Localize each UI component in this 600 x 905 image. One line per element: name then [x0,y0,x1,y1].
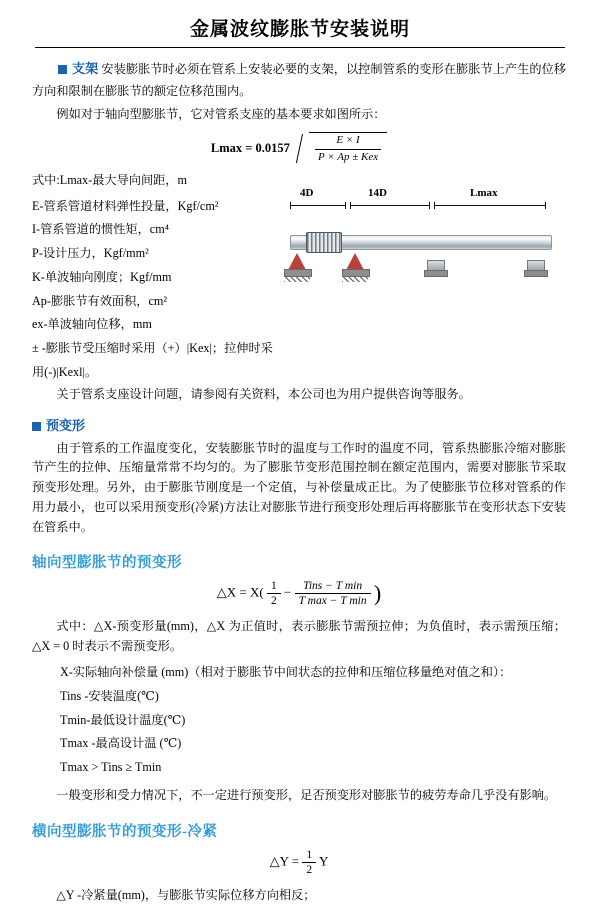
equation-lateral-lhs: △Y = [269,853,300,869]
guide-support-1 [424,261,446,277]
diagram-label-lmax: Lmax [470,186,498,199]
legend-item: E-管系管道材料弹性投量，Kgf/cm² [32,198,219,213]
axial-variable-list [60,661,566,780]
anchor-support-mid [342,253,368,277]
formula-lmax-denominator: P × Ap ± Kex [318,151,379,164]
diagram-label-14d: 14D [368,186,387,199]
subsection-heading-axial: 轴向型膨胀节的预变形 [32,555,182,572]
legend-intro: 式中:Lmax-最大导向间距，m [32,172,188,187]
section-support-lead: 安装膨胀节时必须在管系上安装必要的支架，以控制管系的变形在膨胀节上产生的位移方向和限制在膨胀节的额定位移范围内。 [32,62,566,98]
document-page [0,14,600,902]
dim-segment-4d [290,205,346,206]
sqrt-symbol-icon [297,132,387,165]
equation-axial-temp-fraction: $\frac{\text{Tins − T min}}{\text{T max − T min}}$ [295,580,371,607]
dim-segment-lmax [434,205,546,206]
axial-variable-item: Tmax -最高设计温 (℃) [60,736,182,751]
section-lateral-note: △Y -冷紧量(mm)，与膨胀节实际位移方向相反； [56,887,316,902]
formula-lmax-numerator: E × I [315,134,381,150]
legend-item: ± -膨胀节受压缩时采用（+）|Kex|；拉伸时采用(-)|Kexl|。 [32,341,273,380]
diagram-labels [284,187,554,201]
formula-lmax [32,132,566,165]
legend-and-diagram [32,171,566,385]
section-axial-footnote: 一般变形和受力情况下，不一定进行预变形，足否预变形对膨胀节的疲劳寿命几乎没有影响。 [56,787,557,802]
legend-item: P-设计压力，Kgf/mm² [32,246,149,261]
legend-column [32,171,278,385]
diagram-dimension-lines [284,201,554,211]
equation-lateral-rhs: Y [318,853,329,869]
section-heading-predeform-label: 预变形 [46,417,86,433]
equation-axial-rhs: ) [373,580,382,606]
axial-variable-item: X-实际轴向补偿量 (mm)（相对于膨胀节中间状态的拉伸和压缩位移量绝对值之和）： [60,664,512,679]
legend-item: ex-单波轴向位移，mm [32,317,152,332]
axial-variable-item: Tins -安装温度(℃) [60,688,159,703]
bullet-square-icon [58,65,67,74]
equation-axial-half: $\frac{1}{2}$ [267,580,281,607]
section-heading-support [32,58,566,102]
section-predeform-body: 由于管系的工作温度变化，安装膨胀节时的温度与工作时的温度不同，管系热膨胀冷缩对膨胀节产生的拉伸、压缩量常常不均匀的。为了膨胀节变形范围控制在额定范围内，需要对膨胀节采取预变形处理。另外，由于膨胀节刚度是一个定值，与补偿量成正比。为了使膨胀节位移对管系的作用力最小，也可以采用预变形(冷紧)方法让对膨胀节进行预变形处理后再将膨胀节在变形状态下安装在管系中。 [32,440,566,534]
bullet-square-icon [32,422,41,431]
dim-segment-14d [350,205,430,206]
pipe-assembly [284,213,554,283]
equation-axial-minus: − [283,584,292,600]
guide-support-2 [524,261,546,277]
title-divider [35,47,565,48]
diagram-label-4d: 4D [300,186,314,199]
pipe-system-diagram [284,187,554,307]
section-axial-where: 式中：△X-预变形量(mm)，△X 为正值时，表示膨胀节需预拉伸；为负值时，表示需预压缩；△X = 0 时表示不需预变形。 [32,619,566,654]
equation-lateral-half: $\frac{1}{2}$ [302,849,316,876]
section-support-closing: 关于管系支座设计问题，请参阅有关资料，本公司也为用户提供咨询等服务。 [56,386,471,401]
bellows-expansion-joint-icon [306,232,342,253]
axial-variable-item: Tmax > Tins ≥ Tmin [60,760,162,775]
document-content [0,58,600,905]
diagram-column [284,171,566,307]
formula-lmax-lhs: Lmax = 0.0157 [210,141,290,156]
page-title: 金属波纹膨胀节安装说明 [189,19,410,40]
equation-axial-lhs: △X = X( [216,584,264,600]
legend-list [32,195,278,385]
legend-item: K-单波轴向刚度；Kgf/mm [32,269,172,284]
section-heading-predeform [32,415,566,436]
equation-lateral-cold-pull [32,849,566,876]
equation-axial-predeform [32,580,566,607]
section-support-example: 例如对于轴向型膨胀节，它对管系支座的基本要求如图所示： [56,106,386,121]
anchor-support-left [284,253,310,277]
axial-variable-item: Tmin-最低设计温度(℃) [60,712,186,727]
legend-item: I-管系管道的惯性矩，cm⁴ [32,222,169,237]
legend-item: Ap-膨胀节有效面积，cm² [32,293,167,308]
subsection-heading-lateral: 横向型膨胀节的预变形-冷紧 [32,823,218,840]
section-heading-support-label: 支架 [72,61,99,76]
